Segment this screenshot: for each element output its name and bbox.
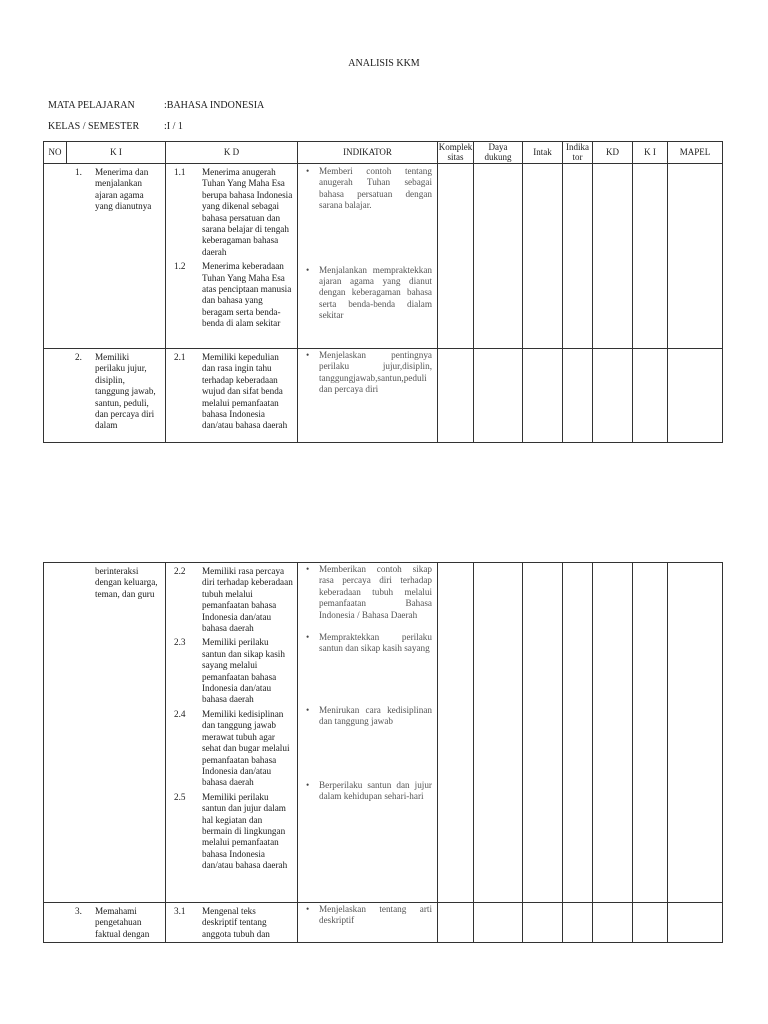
header-indikator: INDIKATOR (298, 142, 438, 164)
indikator-cell (298, 563, 438, 903)
empty-cell (593, 164, 633, 349)
kd-item (174, 709, 293, 789)
kd-number: 2.1 (174, 352, 186, 362)
kd-text: Mengenal teks deskriptif tentang anggota tubuh dan (202, 906, 270, 939)
kd-text: Memiliki perilaku santun dan sikap kasih sayang melalui pemanfaatan bahasa Indonesia dan/atau bahasa daerah (202, 637, 285, 705)
kd-cell (166, 903, 298, 943)
empty-cell (563, 903, 593, 943)
document-title: ANALISIS KKM (348, 58, 420, 69)
empty-cell (523, 903, 563, 943)
indikator-item: • Menjelaskan pentingnya perilaku jujur,disiplin, tanggungjawab,santun,peduli dan percaya diri (298, 350, 432, 396)
meta-class-label: KELAS / SEMESTER (48, 121, 140, 132)
header-ki2: K I (633, 142, 668, 164)
ki-cell (44, 563, 166, 903)
empty-cell (438, 164, 474, 349)
kd-number: 1.2 (174, 261, 186, 272)
empty-cell (633, 903, 668, 943)
indikator-item: • Menjelaskan tentang arti deskriptif (298, 904, 432, 927)
table-row (44, 349, 723, 443)
header-no: NO (44, 142, 67, 164)
header-intak: Intak (523, 142, 563, 164)
empty-cell (668, 349, 723, 443)
kd-number: 2.4 (174, 708, 186, 719)
indikator-item: • Menjalankan mempraktekkan ajaran agama yang dianut dengan keberagaman bahasa serta benda-benda dialam sekitar (298, 265, 432, 322)
indikator-item: • Mempraktekkan perilaku santun dan sikap kasih sayang (298, 632, 432, 655)
table-row (44, 903, 723, 943)
row-number: 1. (75, 167, 82, 177)
kd-item (174, 792, 293, 872)
header-indikator2 (563, 142, 593, 164)
ki-text: Memiliki perilaku jujur, disiplin, tanggung jawab, santun, peduli, dan percaya diri dalam (95, 352, 156, 431)
header-mapel: MAPEL (668, 142, 723, 164)
kd-cell (166, 164, 298, 349)
kd-number: 2.5 (174, 791, 186, 802)
header-kompleksitas-line2: sitas (447, 151, 464, 162)
empty-cell (593, 349, 633, 443)
header-kompleksitas-line1: Komplek (438, 142, 473, 152)
ki-text: Memahami pengetahuan faktual dengan (95, 906, 150, 939)
ki-cell (44, 903, 166, 943)
header-daya-line1: Daya (488, 142, 508, 152)
indikator-item: • Memberi contoh tentang anugerah Tuhan sebagai bahasa persatuan dengan sarana balajar. (298, 166, 432, 212)
kd-item (174, 352, 293, 432)
table-row (44, 563, 723, 903)
empty-cell (633, 563, 668, 903)
kd-item (174, 637, 293, 705)
ki-text: berinteraksi dengan keluarga, teman, dan guru (95, 566, 158, 599)
meta-subject-value: :BAHASA INDONESIA (164, 100, 265, 111)
indikator-item: • Menirukan cara kedisiplinan dan tanggung jawab (298, 705, 432, 728)
empty-cell (438, 563, 474, 903)
empty-cell (474, 349, 523, 443)
table-row (44, 164, 723, 349)
table-header-row (44, 142, 723, 164)
kd-item (174, 167, 293, 258)
ki-cell (44, 164, 166, 349)
row-number: 3. (75, 906, 82, 916)
empty-cell (474, 164, 523, 349)
header-indikator2-line1: Indika (566, 142, 589, 152)
header-daya-line2: dukung (484, 151, 512, 162)
kd-text: Memiliki rasa percaya diri terhadap keberadaan tubuh melalui pemanfaatan bahasa Indonesia dan/atau bahasa daerah (202, 566, 293, 634)
empty-cell (668, 563, 723, 903)
indikator-item: • Memberikan contoh sikap rasa percaya diri terhadap keberadaan tubuh melalui pemanfaatan Bahasa Indonesia / Bahasa Daerah (298, 564, 432, 621)
empty-cell (593, 903, 633, 943)
kd-number: 1.1 (174, 167, 186, 177)
indikator-item: • Berperilaku santun dan jujur dalam kehidupan sehari-hari (298, 780, 432, 803)
header-ki: K I (67, 142, 166, 164)
header-kd2: KD (593, 142, 633, 164)
kd-cell (166, 563, 298, 903)
header-kd: K D (166, 142, 298, 164)
indikator-cell (298, 164, 438, 349)
ki-cell (44, 349, 166, 443)
header-kompleksitas (438, 142, 474, 164)
empty-cell (474, 563, 523, 903)
kd-number: 2.3 (174, 637, 186, 648)
kd-number: 3.1 (174, 906, 186, 916)
kd-text: Memiliki kepedulian dan rasa ingin tahu terhadap keberadaan wujud dan sifat benda melalui pemanfaatan bahasa Indonesia dan/atau bahasa daerah (202, 352, 288, 431)
empty-cell (563, 164, 593, 349)
empty-cell (668, 164, 723, 349)
empty-cell (633, 164, 668, 349)
kd-number: 2.2 (174, 566, 186, 576)
empty-cell (523, 349, 563, 443)
empty-cell (563, 563, 593, 903)
indikator-cell (298, 903, 438, 943)
kkm-table-page1 (43, 141, 723, 443)
empty-cell (523, 563, 563, 903)
meta-subject-label: MATA PELAJARAN (48, 100, 135, 111)
kd-text: Menerima anugerah Tuhan Yang Maha Esa berupa bahasa Indonesia yang dikenal sebagai bahasa persatuan dan sarana belajar di tengah keberagaman bahasa daerah (202, 167, 293, 257)
header-indikator2-line2: tor (572, 151, 583, 162)
ki-text: Menerima dan menjalankan ajaran agama yang dianutnya (95, 167, 152, 212)
empty-cell (523, 164, 563, 349)
empty-cell (633, 349, 668, 443)
kd-item (174, 906, 293, 940)
kkm-table-page2 (43, 562, 723, 943)
empty-cell (563, 349, 593, 443)
empty-cell (438, 349, 474, 443)
header-daya-dukung (474, 142, 523, 164)
empty-cell (438, 903, 474, 943)
empty-cell (668, 903, 723, 943)
kd-item (174, 261, 293, 329)
kd-text: Memiliki perilaku santun dan jujur dalam hal kegiatan dan bermain di lingkungan melalui pemanfaatan bahasa Indonesia dan/atau bahasa daerah (202, 791, 288, 871)
empty-cell (593, 563, 633, 903)
kd-text: Memiliki kedisiplinan dan tanggung jawab merawat tubuh agar sehat dan bugar melalui pemanfaatan bahasa Indonesia dan/atau bahasa daerah (202, 708, 290, 788)
kd-cell (166, 349, 298, 443)
kd-text: Menerima keberadaan Tuhan Yang Maha Esa atas penciptaan manusia dan bahasa yang beragam serta benda-benda di alam sekitar (202, 261, 292, 329)
indikator-cell (298, 349, 438, 443)
kd-item (174, 566, 293, 634)
row-number: 2. (75, 352, 82, 362)
meta-class-value: :I / 1 (164, 121, 183, 132)
empty-cell (474, 903, 523, 943)
